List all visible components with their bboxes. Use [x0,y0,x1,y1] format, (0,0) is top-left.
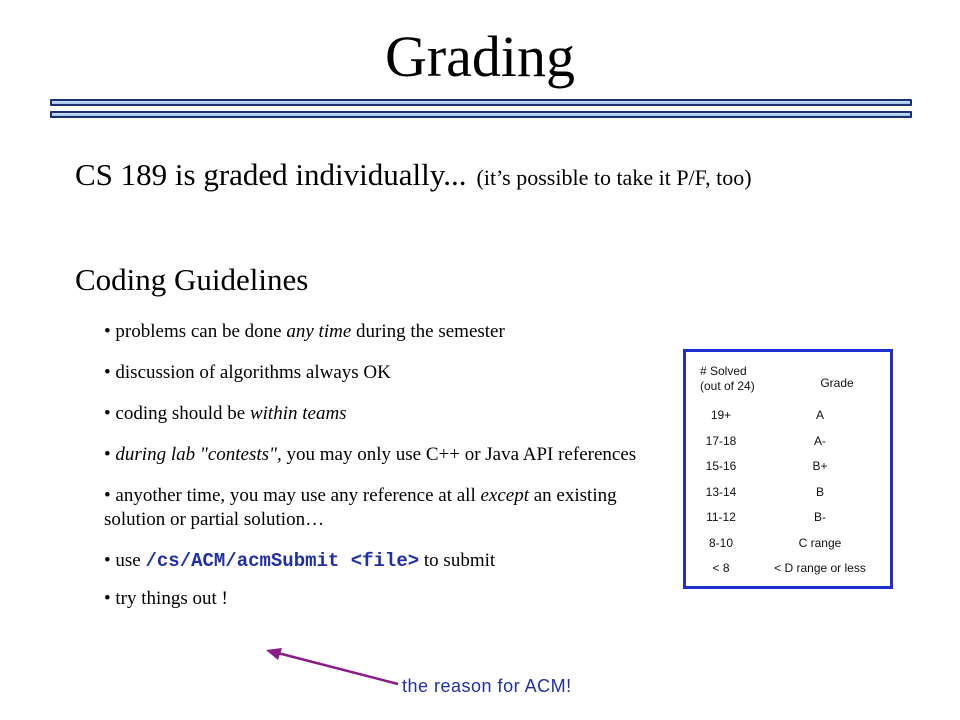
bullet-text: you may only use C++ or Java API references [281,444,637,465]
header-solved-line2: (out of 24) [700,379,755,393]
bullet-text: an existing solution or partial solution… [104,485,617,530]
submit-command: /cs/ACM/acmSubmit <file> [145,550,420,572]
header-solved [700,364,755,394]
guidelines-list [104,320,644,628]
pf-note: (it’s possible to take it P/F, too) [476,165,752,190]
bullet-text: use [115,550,146,571]
title-divider-bottom [50,111,912,118]
bullet-emphasis: during lab "contests", [115,444,282,465]
grade-value: A [815,408,824,422]
header-grade: Grade [820,376,854,390]
bullet-emphasis: except [480,485,529,506]
grade-table-row [686,407,890,423]
bullet-text: anyother time, you may use any reference at all [115,485,481,506]
grading-statement-text: CS 189 is graded individually... [75,157,467,192]
grade-value: B+ [812,459,828,473]
bullet-emphasis: within teams [249,403,347,424]
bullet-text: discussion of algorithms always OK [115,362,391,383]
grade-table-row [686,509,890,525]
grade-value: A- [814,433,826,448]
bullet-emphasis: any time [286,321,352,342]
grade-table-row [686,484,890,500]
grade-value: B- [814,510,826,524]
solved-range: 11-12 [706,510,736,524]
callout-note: the reason for ACM! [402,676,572,696]
solved-range: 15-16 [705,459,737,473]
solved-range: 13-14 [705,484,737,499]
solved-range: < 8 [712,561,730,575]
guideline-submit: • use /cs/ACM/acmSubmit <file> to submit [104,550,496,572]
bullet-text: to submit [419,550,496,571]
bullet-text: try things out ! [115,588,228,609]
guideline-teams: • coding should be within teams [104,403,347,424]
solved-range: 8-10 [708,535,734,550]
guideline-discussion: • discussion of algorithms always OK [104,362,391,383]
grade-table-row [686,458,890,474]
grade-value: < D range or less [774,561,866,575]
title-divider-top [50,99,912,106]
section-heading: Coding Guidelines [75,262,309,297]
grade-table-row [686,433,890,449]
grade-value: B [815,484,824,499]
bullet-text: during the semester [351,321,505,342]
grade-table-row [686,560,890,576]
grade-value: C range [798,535,842,550]
solved-range: 19+ [710,408,732,422]
grading-statement [75,157,752,196]
grade-table [683,349,893,589]
guideline-any-time: • problems can be done any time during the semester [104,321,505,342]
arrow-icon [262,640,402,692]
guideline-lab-contests: • during lab "contests", you may only use C++ or Java API references [104,444,637,465]
grade-table-row [686,535,890,551]
header-solved-line1: # Solved [700,364,747,378]
bullet-text: coding should be [115,403,250,424]
solved-range: 17-18 [705,433,737,448]
bullet-text: problems can be done [115,321,287,342]
guideline-try-things: • try things out ! [104,588,228,609]
slide-title: Grading [384,24,576,89]
guideline-other-time: • anyother time, you may use any reference at all except an existing solution or partial solution… [104,485,617,530]
